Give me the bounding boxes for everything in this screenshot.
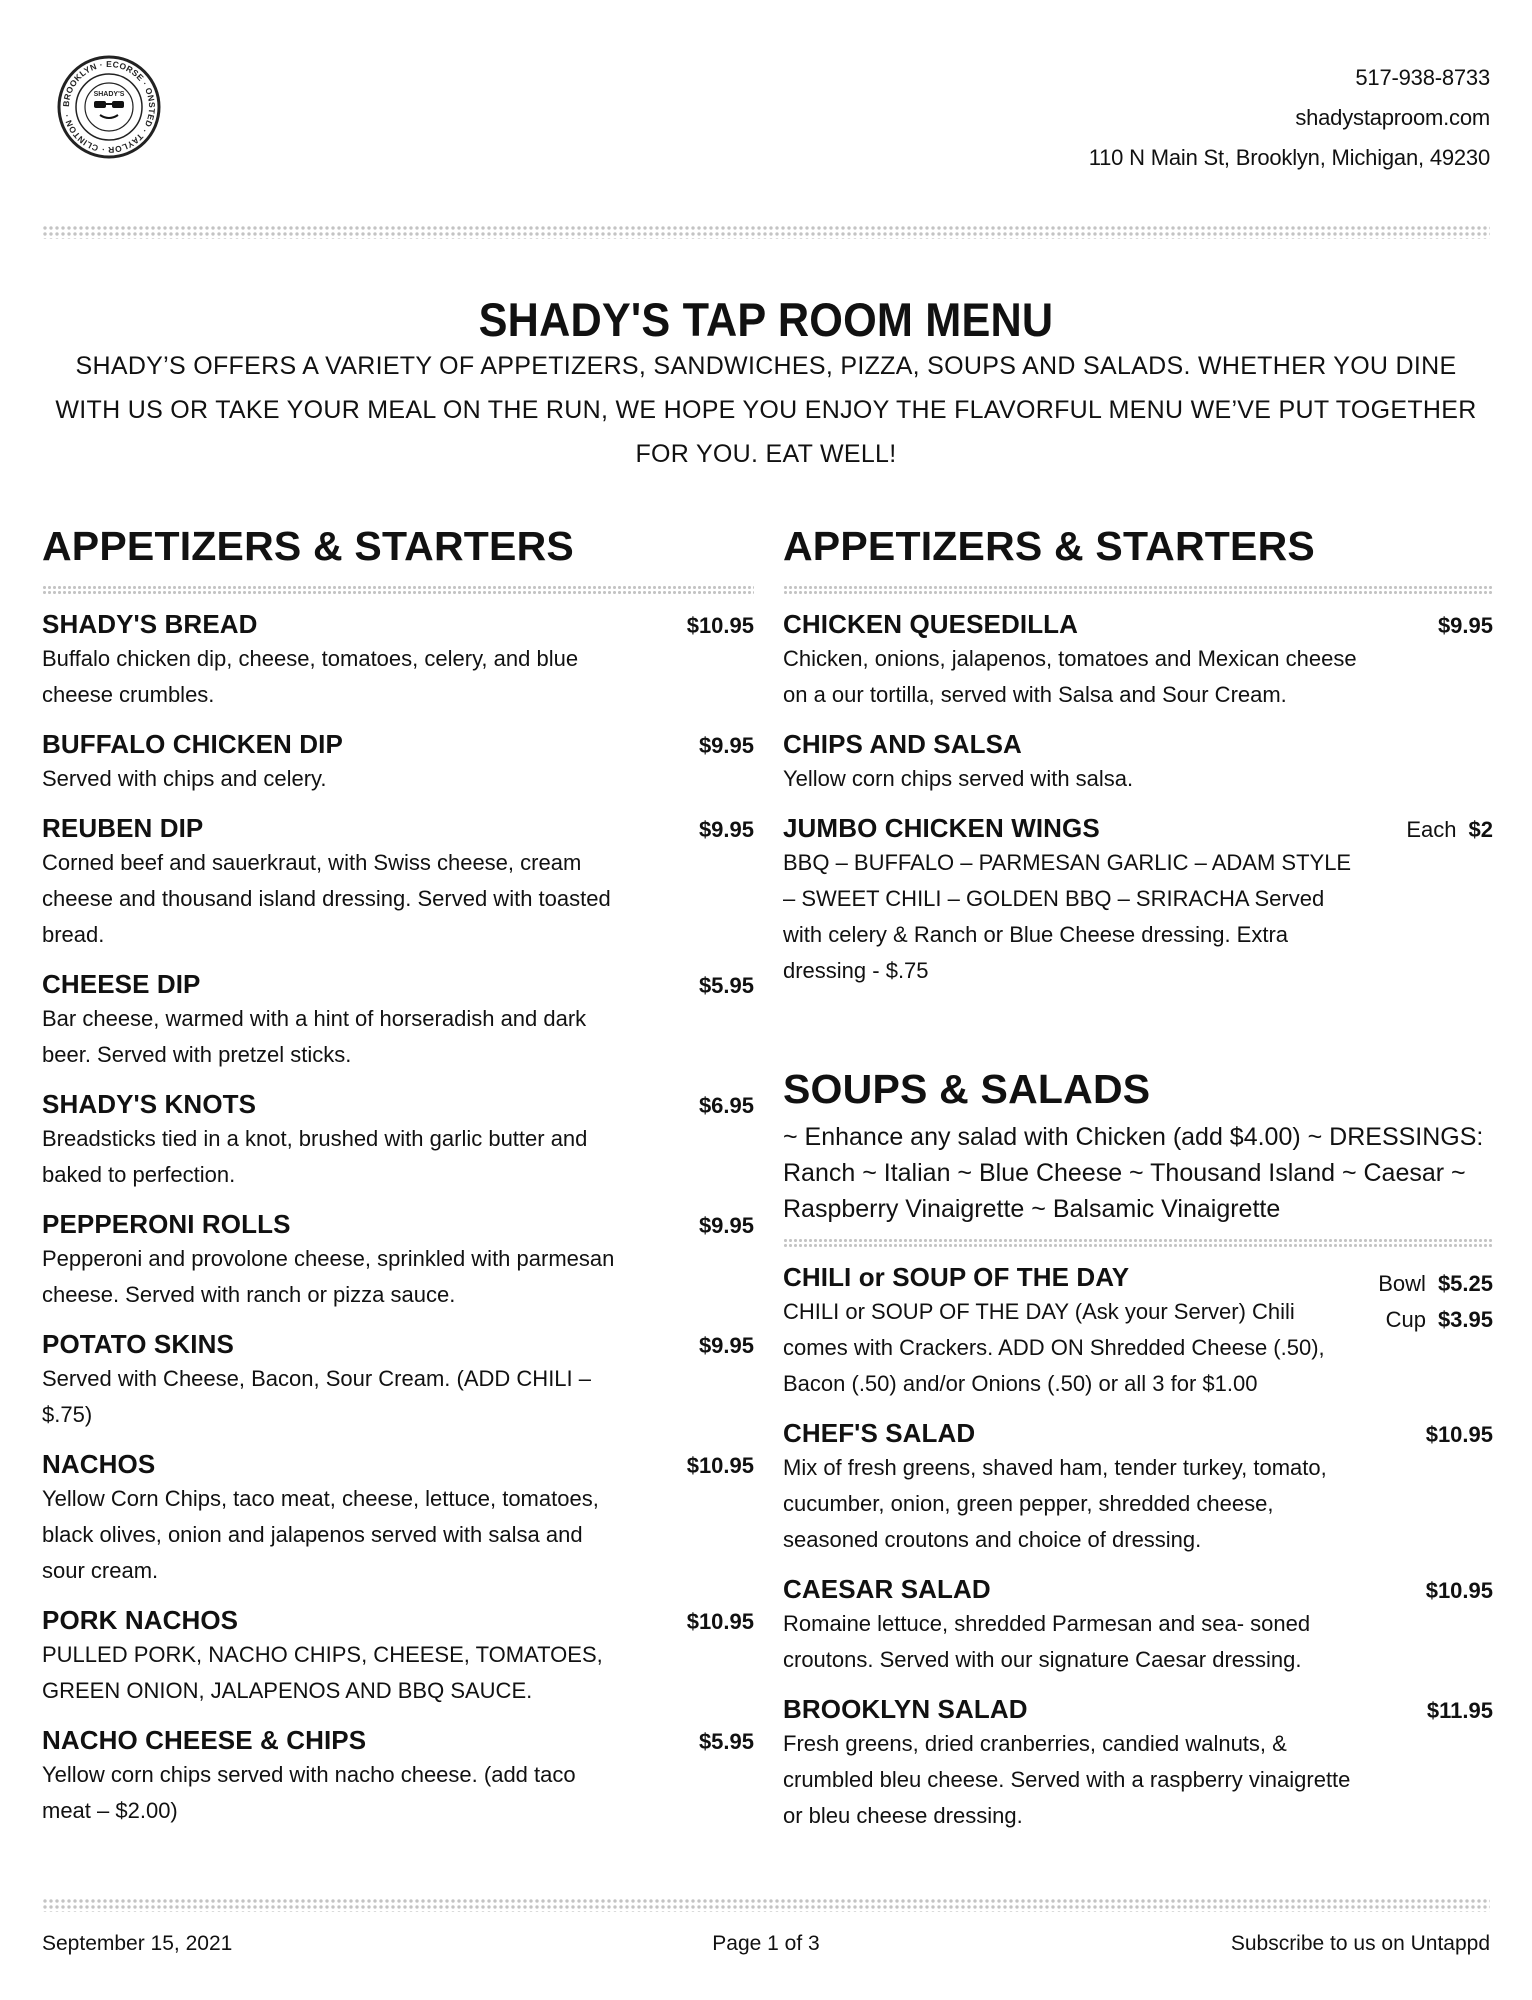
menu-item [783,1416,1493,1558]
address: 110 N Main St, Brooklyn, Michigan, 49230 [1088,145,1490,170]
section-divider [42,585,754,594]
item-name: CAESAR SALAD [783,1574,991,1604]
menu-item [783,1692,1493,1834]
item-name: NACHO CHEESE & CHIPS [42,1725,367,1755]
price-label: Each [1406,817,1457,842]
section-heading-appetizers: APPETIZERS & STARTERS [42,523,574,569]
item-price: $5.95 [698,973,754,998]
item-price: $11.95 [1426,1698,1493,1723]
item-price: $10.95 [686,1609,754,1634]
item-name: NACHOS [42,1449,156,1479]
item-name: SHADY'S BREAD [42,609,258,639]
menu-item [42,967,754,1073]
menu-item [42,1087,754,1193]
item-name: CHILI or SOUP OF THE DAY [783,1262,1130,1292]
item-name: BUFFALO CHICKEN DIP [42,729,343,759]
item-price: $10.95 [686,1453,754,1478]
item-description: Fresh greens, dried cranberries, candied walnuts, & crumbled bleu cheese. Served with a raspberry vinaigrette or bleu cheese dressing. [783,1731,1351,1828]
price-label: Cup [1385,1307,1426,1332]
section-note: ~ Enhance any salad with Chicken (add $4.00) ~ DRESSINGS: Ranch ~ Italian ~ Blue Cheese ~ Thousand Island ~ Caesar ~ Raspberry Vinaigrette ~ Balsamic Vinaigrette [783,1123,1484,1223]
menu-item [783,811,1493,989]
menu-item [783,727,1493,797]
shadys-logo [57,55,161,159]
section-divider [783,585,1493,594]
item-price: $9.95 [698,733,754,758]
item-price: $10.95 [1425,1578,1493,1603]
price-row-bowl [1378,1266,1493,1302]
footer-subscribe-link[interactable]: Subscribe to us on Untappd [1230,1932,1490,1955]
logo-emblem-icon [57,55,161,159]
item-name: JUMBO CHICKEN WINGS [783,813,1100,843]
item-name: REUBEN DIP [42,813,204,843]
item-name: PEPPERONI ROLLS [42,1209,291,1239]
item-price [1378,1266,1493,1338]
price-value: $2 [1468,817,1493,842]
item-description: Corned beef and sauerkraut, with Swiss cheese, cream cheese and thousand island dressing. Served with toasted bread. [42,850,611,947]
item-price: $9.95 [698,1333,754,1358]
menu-item [42,1207,754,1313]
item-name: BROOKLYN SALAD [783,1694,1028,1724]
item-price: $9.95 [698,1213,754,1238]
item-description: CHILI or SOUP OF THE DAY (Ask your Server) Chili comes with Crackers. ADD ON Shredded Cheese (.50), Bacon (.50) and/or Onions (.50) or all 3 for $1.00 [783,1299,1325,1396]
menu-item [783,607,1493,713]
menu-item [42,1603,754,1709]
item-description: Yellow Corn Chips, taco meat, cheese, lettuce, tomatoes, black olives, onion and jalapenos served with salsa and sour cream. [42,1486,599,1583]
price-row-cup [1378,1302,1493,1338]
contact-info [1089,58,1490,178]
item-price: $9.95 [1437,613,1493,638]
top-divider [42,225,1490,239]
section-divider [783,1238,1493,1247]
page-title: SHADY'S TAP ROOM MENU [478,293,1054,346]
logo-name: SHADY'S [93,91,125,98]
menu-item [783,1260,1493,1402]
item-description: Served with chips and celery. [42,766,327,791]
item-name: SHADY'S KNOTS [42,1089,257,1119]
item-name: CHEF'S SALAD [783,1418,976,1448]
menu-item [42,1723,754,1829]
footer-date: September 15, 2021 [42,1932,233,1955]
item-description: Pepperoni and provolone cheese, sprinkled with parmesan cheese. Served with ranch or pizza sauce. [42,1246,615,1307]
menu-item [42,607,754,713]
logo-ring-text: BROOKLYN · ECORSE · ONSTED · TAYLOR · CLINTON · [60,58,158,156]
price-value: $5.25 [1437,1271,1493,1296]
item-price: $5.95 [698,1729,754,1754]
website-link[interactable]: shadystaproom.com [1295,105,1490,130]
item-price [1406,817,1493,843]
menu-item [42,1327,754,1433]
right-column [783,518,1493,1848]
menu-item [783,1572,1493,1678]
item-description: Served with Cheese, Bacon, Sour Cream. (ADD CHILI – $.75) [42,1366,592,1427]
item-description: Bar cheese, warmed with a hint of horseradish and dark beer. Served with pretzel sticks. [42,1006,587,1067]
price-value: $3.95 [1437,1307,1493,1332]
item-price: $9.95 [698,817,754,842]
item-name: CHICKEN QUESEDILLA [783,609,1079,639]
menu-item [42,1447,754,1589]
left-column [42,518,754,1843]
item-description: Mix of fresh greens, shaved ham, tender turkey, tomato, cucumber, onion, green pepper, shredded cheese, seasoned croutons and choice of dressing. [783,1455,1327,1552]
item-description: BBQ – BUFFALO – PARMESAN GARLIC – ADAM STYLE – SWEET CHILI – GOLDEN BBQ – SRIRACHA Served with celery & Ranch or Blue Cheese dressing. Extra dressing - $.75 [783,850,1352,983]
intro-text: SHADY’S OFFERS A VARIETY OF APPETIZERS, SANDWICHES, PIZZA, SOUPS AND SALADS. WHETHER YOU DINE WITH US OR TAKE YOUR MEAL ON THE RUN, WE HOPE YOU ENJOY THE FLAVORFUL MENU WE’VE PUT TOGETHER FOR YOU. EAT WELL! [55,352,1477,468]
phone-number: 517-938-8733 [1355,65,1490,90]
item-name: POTATO SKINS [42,1329,234,1359]
item-description: PULLED PORK, NACHO CHIPS, CHEESE, TOMATOES, GREEN ONION, JALAPENOS AND BBQ SAUCE. [42,1642,603,1703]
item-description: Buffalo chicken dip, cheese, tomatoes, celery, and blue cheese crumbles. [42,646,579,707]
section-heading-appetizers: APPETIZERS & STARTERS [783,523,1315,569]
section-heading-soups-salads: SOUPS & SALADS [783,1066,1151,1112]
item-description: Breadsticks tied in a knot, brushed with garlic butter and baked to perfection. [42,1126,588,1187]
item-description: Romaine lettuce, shredded Parmesan and sea- soned croutons. Served with our signature Caesar dressing. [783,1611,1311,1672]
item-description: Yellow corn chips served with nacho cheese. (add taco meat – $2.00) [42,1762,576,1823]
item-description: Chicken, onions, jalapenos, tomatoes and Mexican cheese on a our tortilla, served with Salsa and Sour Cream. [783,646,1357,707]
item-name: PORK NACHOS [42,1605,239,1635]
item-price: $6.95 [698,1093,754,1118]
item-price: $10.95 [1425,1422,1493,1447]
footer-page-number: Page 1 of 3 [712,1932,820,1955]
item-name: CHEESE DIP [42,969,201,999]
item-price: $10.95 [686,613,754,638]
item-name: CHIPS AND SALSA [783,729,1022,759]
menu-item [42,811,754,953]
item-description: Yellow corn chips served with salsa. [783,766,1134,791]
bottom-divider [42,1898,1490,1912]
menu-item [42,727,754,797]
price-label: Bowl [1378,1271,1426,1296]
